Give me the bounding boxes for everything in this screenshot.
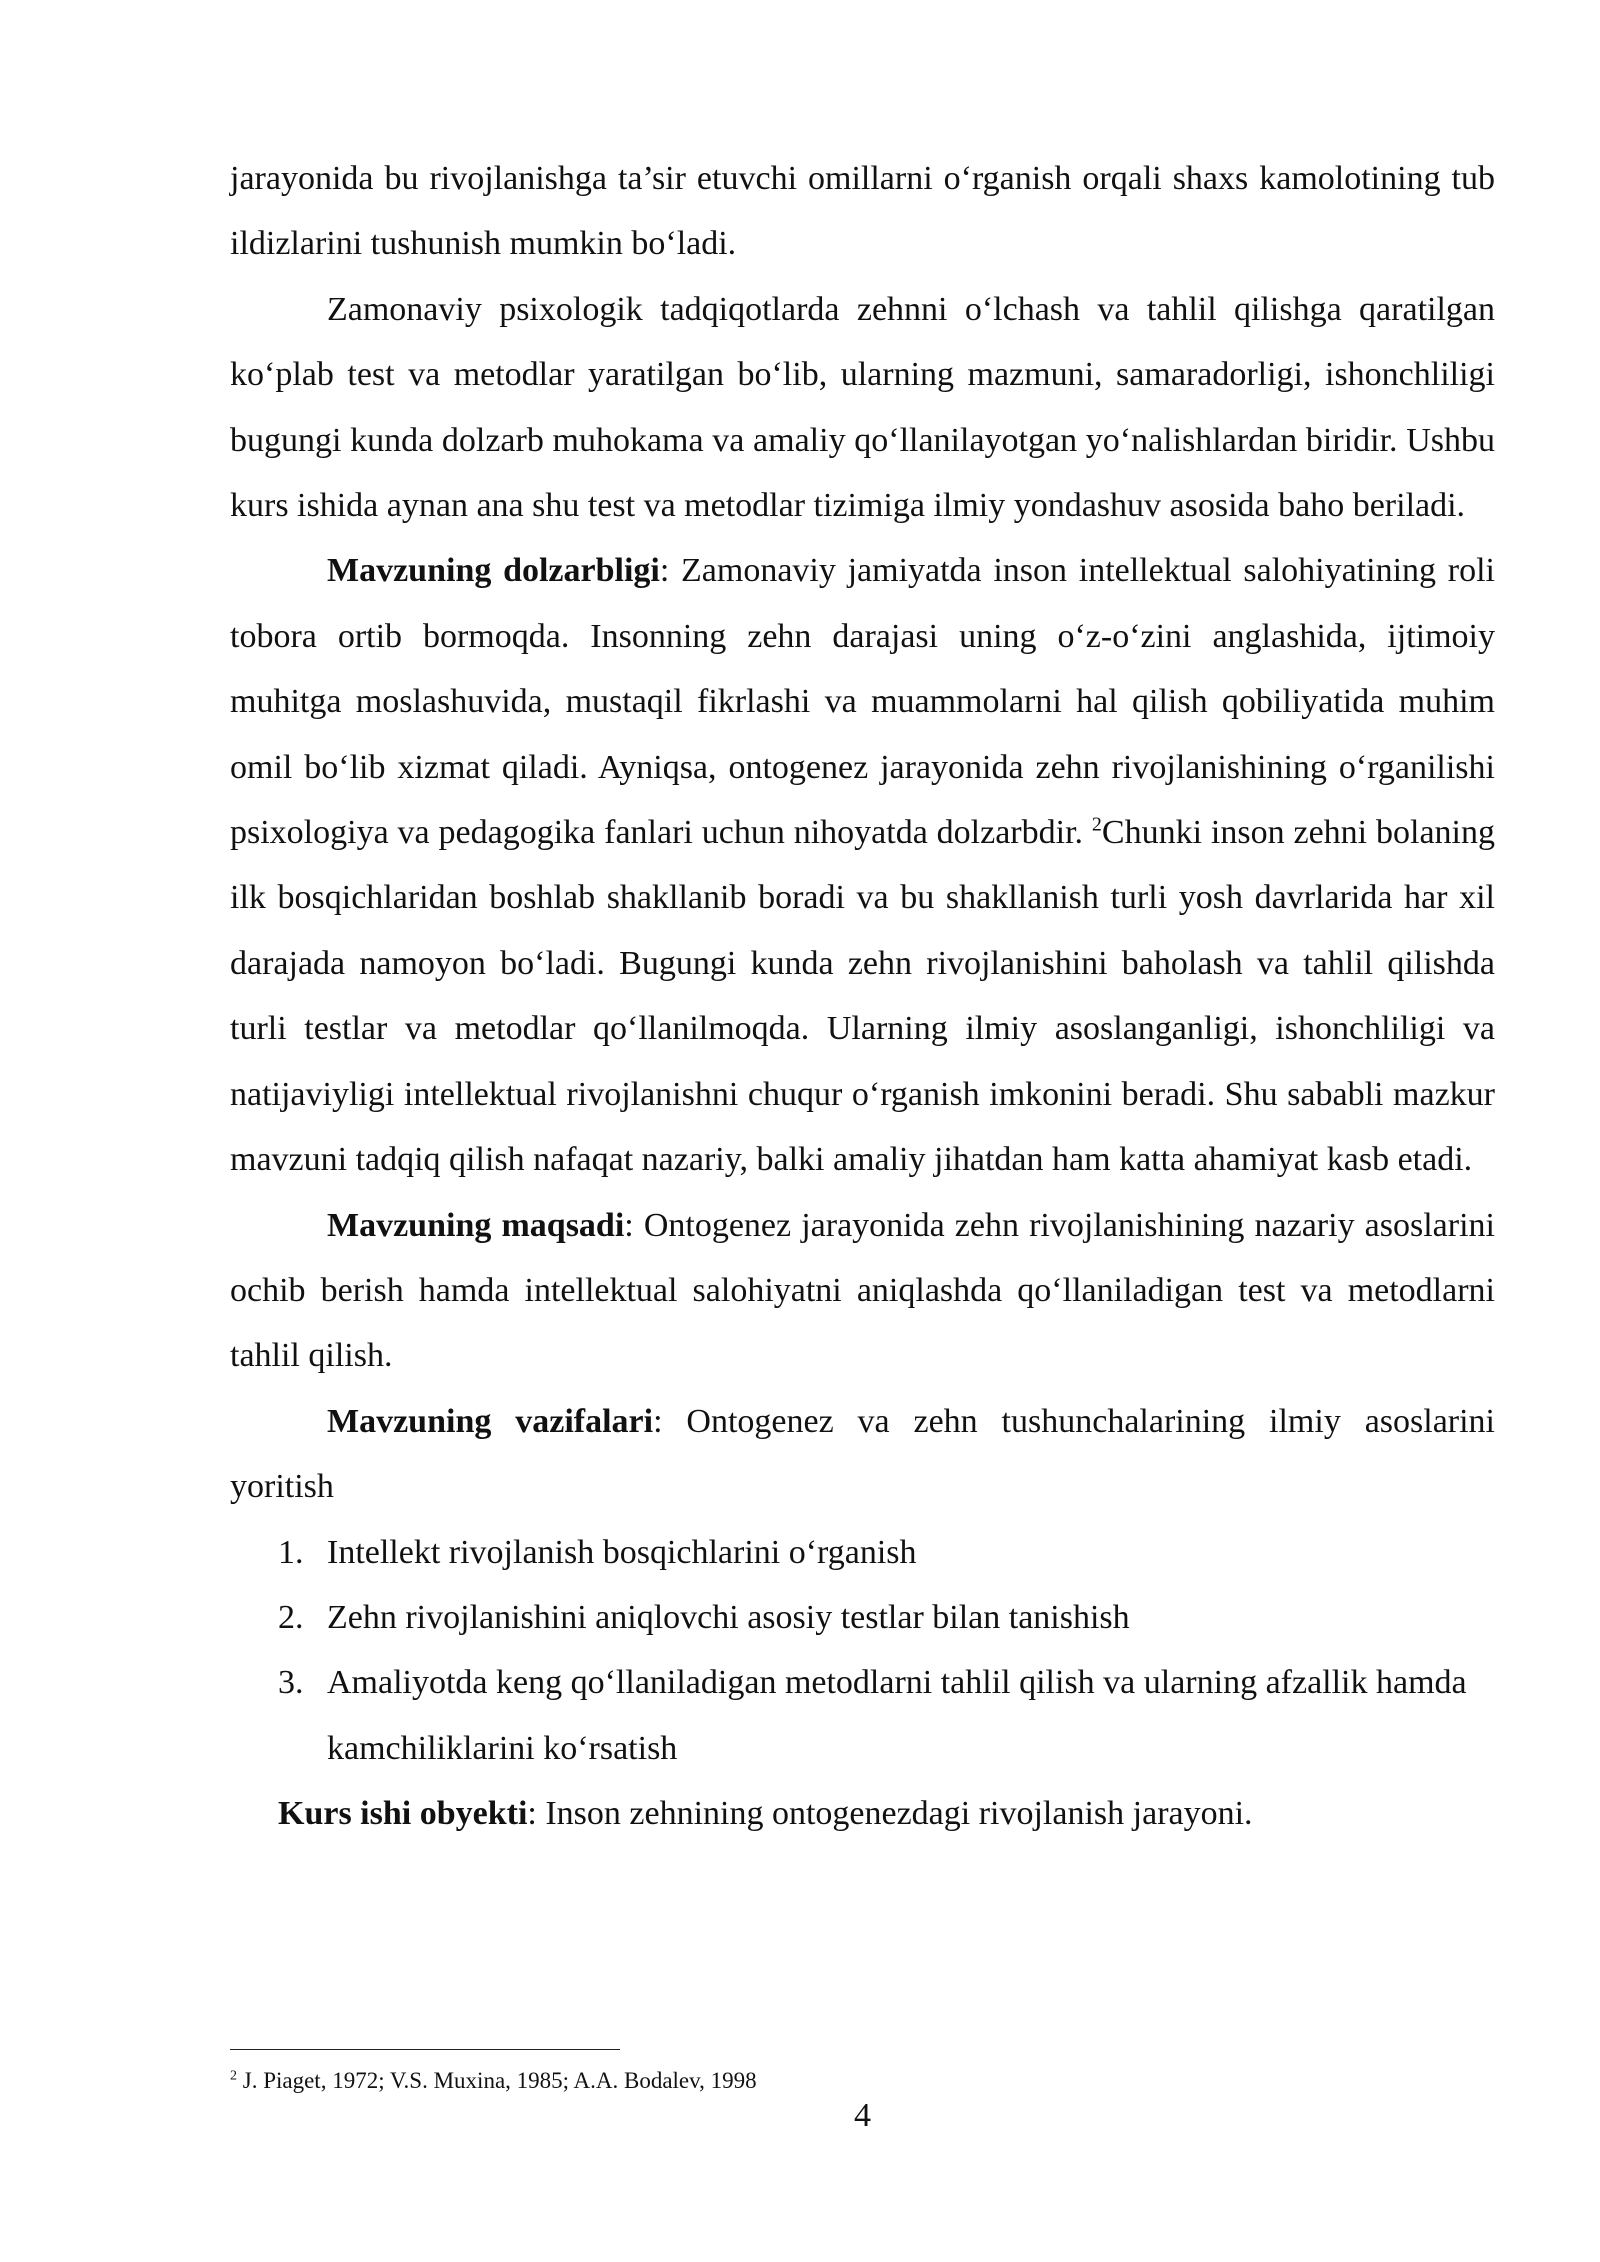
tasks-heading: Mavzuning vazifalari [327,1402,654,1440]
relevance-text-part-2: Chunki inson zehni bolaning ilk bosqichlaridan boshlab shakllanib boradi va bu shakllanish turli yosh davrlarida har xil darajada namoyon bo‘ladi. Bugungi kunda zehn rivojlanishini baholash va tahlil qilishda turli testlar va metodlar qo‘llanilmoqda. Ularning ilmiy asoslanganligi, ishonchliligi va natijaviyligi intellektual rivojlanishni chuqur o‘rganish imkonini beradi. Shu sababli mazkur mavzuni tadqiq qilish nafaqat nazariy, balki amaliy jihatdan ham katta ahamiyat kasb etadi. [230,814,1495,1179]
list-item-number: 3. [278,1664,304,1702]
goal-heading: Mavzuning maqsadi [327,1206,625,1244]
object-heading: Kurs ishi obyekti [278,1795,528,1833]
list-item [230,1520,1495,1585]
list-item-number: 2. [278,1598,304,1636]
footnote [230,2066,1495,2096]
footnote-text: J. Piaget, 1972; V.S. Muxina, 1985; A.A. Bodalev, 1998 [237,2068,757,2093]
goal-text: : Ontogenez jarayonida zehn rivojlanishining nazariy asoslarini ochib berish hamda intellektual salohiyatni aniqlashda qo‘llaniladigan test va metodlarni tahlil qilish. [230,1206,1495,1375]
relevance-heading: Mavzuning dolzarbligi [327,552,660,590]
body-text [230,146,1495,1847]
paragraph-relevance [230,538,1495,1192]
list-item-text: Intellekt rivojlanish bosqichlarini o‘rganish [327,1533,917,1571]
paragraph-modern-research: Zamonaviy psixologik tadqiqotlarda zehnni o‘lchash va tahlil qilishga qaratilgan ko‘plab test va metodlar yaratilgan bo‘lib, ularning mazmuni, samaradorligi, ishonchliligi bugungi kunda dolzarb muhokama va amaliy qo‘llanilayotgan yo‘nalishlardan biridir. Ushbu kurs ishida aynan ana shu test va metodlar tizimiga ilmiy yondashuv asosida baho beriladi. [230,290,1495,525]
paragraph-intro-continuation: jarayonida bu rivojlanishga ta’sir etuvchi omillarni o‘rganish orqali shaxs kamolotining tub ildizlarini tushunish mumkin bo‘ladi. [230,160,1495,263]
paragraph-object [230,1781,1495,1846]
relevance-text-part-1: : Zamonaviy jamiyatda inson intellektual salohiyatining roli tobora ortib bormoqda. Insonning zehn darajasi uning o‘z-o‘zini anglashida, ijtimoiy muhitga moslashuvida, mustaqil fikrlashi va muammolarni hal qilish qobiliyatida muhim omil bo‘lib xizmat qiladi. Ayniqsa, ontogenez jarayonida zehn rivojlanishining o‘rganilishi psixologiya va pedagogika fanlari uchun nihoyatda dolzarbdir. [230,552,1495,852]
tasks-text: : Ontogenez va zehn tushunchalarining ilmiy asoslarini yoritish [230,1402,1495,1506]
paragraph-tasks [230,1389,1495,1520]
list-item-text: Zehn rivojlanishini aniqlovchi asosiy testlar bilan tanishish [327,1598,1130,1636]
footnote-mark: 2 [230,2068,237,2084]
paragraph-goal [230,1193,1495,1389]
footnote-divider [230,2049,620,2050]
page-number: 4 [854,2097,871,2134]
list-item [230,1650,1495,1781]
list-item-number: 1. [278,1533,304,1571]
footnote-reference[interactable]: 2 [1091,813,1102,836]
tasks-list [230,1520,1495,1782]
list-item [230,1585,1495,1650]
object-text: : Inson zehnining ontogenezdagi rivojlanish jarayoni. [527,1795,1253,1833]
list-item-text: Amaliyotda keng qo‘llaniladigan metodlarni tahlil qilish va ularning afzallik hamda kamchiliklarini ko‘rsatish [327,1664,1467,1767]
